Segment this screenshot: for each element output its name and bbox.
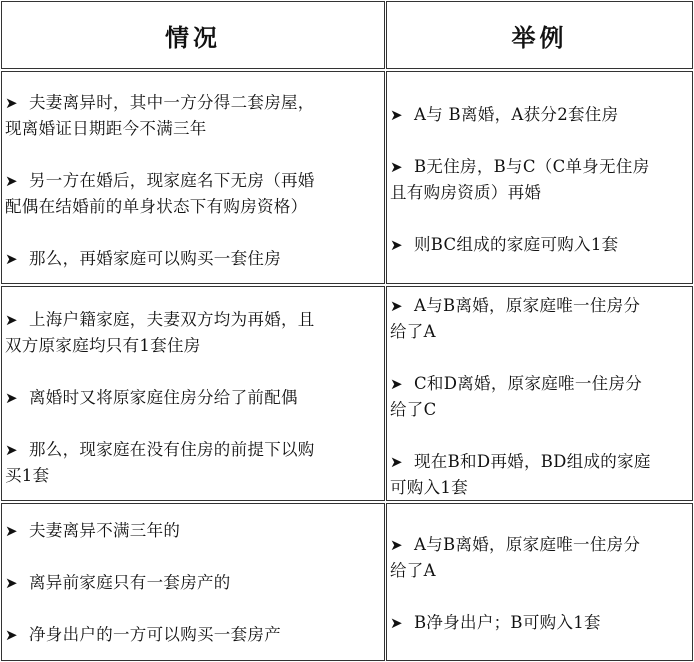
arrow-bullet-icon: ➤ (390, 158, 403, 176)
bullet-continuation: 且有购房资质）再婚 (390, 183, 542, 202)
bullet-item: ➤ B无住房，B与C（C单身无住房 (390, 154, 650, 180)
header-example-label: 举例 (511, 22, 568, 52)
arrow-bullet-icon: ➤ (5, 522, 18, 540)
bullet-item: ➤ 夫妻离异不满三年的 (5, 518, 180, 544)
row1-situation-cell (1, 71, 385, 284)
arrow-bullet-icon: ➤ (390, 453, 403, 471)
bullet-item: ➤ B净身出户；B可购入1套 (390, 610, 601, 636)
arrow-bullet-icon: ➤ (390, 375, 403, 393)
arrow-bullet-icon: ➤ (390, 614, 403, 632)
arrow-bullet-icon: ➤ (5, 574, 18, 592)
bullet-continuation: 可购入1套 (390, 478, 468, 497)
arrow-bullet-icon: ➤ (390, 536, 403, 554)
arrow-bullet-icon: ➤ (5, 250, 18, 268)
bullet-item: ➤ 那么，再婚家庭可以购买一套住房 (5, 246, 281, 272)
arrow-bullet-icon: ➤ (390, 297, 403, 315)
bullet-continuation: 买1套 (5, 466, 50, 485)
header-situation (1, 1, 385, 69)
row2-situation-cell (1, 286, 385, 501)
bullet-item: ➤ 另一方在婚后，现家庭名下无房（再婚 (5, 168, 315, 194)
bullet-item: ➤ 夫妻离异时，其中一方分得二套房屋， (5, 90, 315, 116)
bullet-item: ➤ 上海户籍家庭，夫妻双方均为再婚，且 (5, 307, 315, 333)
row2-example-cell (386, 286, 693, 501)
arrow-bullet-icon: ➤ (5, 94, 18, 112)
row3-example-cell (386, 503, 693, 661)
arrow-bullet-icon: ➤ (5, 441, 18, 459)
bullet-continuation: 给了A (390, 322, 436, 341)
bullet-item: ➤ 离婚时又将原家庭住房分给了前配偶 (5, 385, 298, 411)
bullet-item: ➤ A与B离婚，原家庭唯一住房分 (390, 293, 640, 319)
arrow-bullet-icon: ➤ (5, 311, 18, 329)
bullet-continuation: 给了C (390, 400, 437, 419)
bullet-item: ➤ 离异前家庭只有一套房产的 (5, 570, 231, 596)
bullet-continuation: 配偶在结婚前的单身状态下有购房资格） (5, 197, 308, 216)
bullet-item: ➤ A与 B离婚，A获分2套住房 (390, 102, 618, 128)
bullet-item: ➤ 现在B和D再婚，BD组成的家庭 (390, 449, 651, 475)
arrow-bullet-icon: ➤ (390, 106, 403, 124)
row3-situation-cell (1, 503, 385, 661)
bullet-item: ➤ A与B离婚，原家庭唯一住房分 (390, 532, 640, 558)
bullet-item: ➤ 净身出户的一方可以购买一套房产 (5, 622, 281, 648)
header-situation-label: 情况 (165, 22, 221, 52)
bullet-continuation: 现离婚证日期距今不满三年 (5, 119, 207, 138)
bullet-item: ➤ 那么，现家庭在没有住房的前提下以购 (5, 437, 315, 463)
arrow-bullet-icon: ➤ (390, 236, 403, 254)
arrow-bullet-icon: ➤ (5, 389, 18, 407)
arrow-bullet-icon: ➤ (5, 626, 18, 644)
arrow-bullet-icon: ➤ (5, 172, 18, 190)
bullet-item: ➤ 则BC组成的家庭可购入1套 (390, 232, 618, 258)
header-example (386, 1, 693, 69)
row1-example-cell (386, 71, 693, 284)
bullet-item: ➤ C和D离婚，原家庭唯一住房分 (390, 371, 642, 397)
bullet-continuation: 给了A (390, 561, 436, 580)
bullet-continuation: 双方原家庭均只有1套住房 (5, 336, 201, 355)
